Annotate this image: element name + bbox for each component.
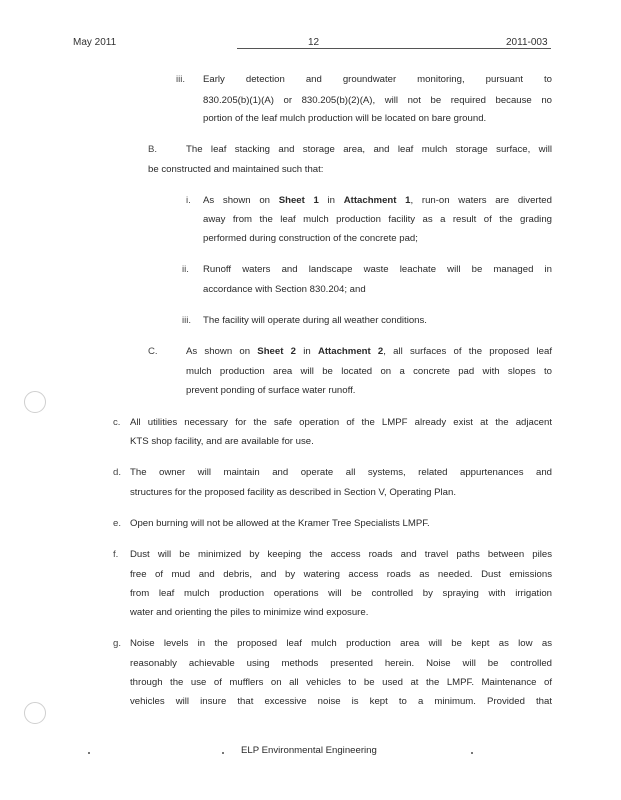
paragraph-line: structures for the proposed facility as described in Section V, Operating Plan. [130, 487, 457, 498]
paragraph-line: As shown on Sheet 1 in Attachment 1, run-on waters are diverted [203, 195, 552, 206]
paragraph-line: reasonably achievable using methods presented herein. Noise will be controlled [130, 658, 552, 669]
footer-mark [222, 752, 224, 754]
paragraph-line: portion of the leaf mulch production will be located on bare ground. [203, 113, 487, 124]
paragraph-line: 830.205(b)(1)(A) or 830.205(b)(2)(A), will not be required because no [203, 95, 552, 106]
item-label: iii. [182, 315, 192, 326]
paragraph-line: KTS shop facility, and are available for use. [130, 436, 314, 447]
paragraph-line: mulch production area will be located on a concrete pad with slopes to [186, 366, 552, 377]
paragraph-line: The facility will operate during all weather conditions. [203, 315, 427, 326]
item-label: c. [113, 417, 121, 428]
paragraph-line: The owner will maintain and operate all systems, related appurtenances and [130, 467, 552, 478]
footer-mark [471, 752, 473, 754]
paragraph-line: Dust will be minimized by keeping the access roads and travel paths between piles [130, 549, 552, 560]
paragraph-line: from leaf mulch production operations will be controlled by spraying with irrigation [130, 588, 552, 599]
item-label: d. [113, 467, 122, 478]
punch-hole [24, 702, 46, 724]
paragraph-line: performed during construction of the concrete pad; [203, 233, 418, 244]
paragraph-line: As shown on Sheet 2 in Attachment 2, all surfaces of the proposed leaf [186, 346, 552, 357]
footer-text: ELP Environmental Engineering [241, 745, 377, 756]
paragraph-line: water and orienting the piles to minimize wind exposure. [130, 607, 369, 618]
paragraph-line: Open burning will not be allowed at the Kramer Tree Specialists LMPF. [130, 518, 430, 529]
paragraph-line: Noise levels in the proposed leaf mulch production area will be kept as low as [130, 638, 552, 649]
paragraph-line: The leaf stacking and storage area, and leaf mulch storage surface, will [186, 144, 552, 155]
paragraph-line: All utilities necessary for the safe operation of the LMPF already exist at the adjacent [130, 417, 552, 428]
item-label: i. [186, 195, 191, 206]
item-label: ii. [182, 264, 189, 275]
paragraph-line: Runoff waters and landscape waste leachate will be managed in [203, 264, 552, 275]
header-page-number: 12 [308, 37, 320, 48]
item-label: B. [148, 144, 158, 155]
item-label: f. [113, 549, 119, 560]
punch-hole [24, 391, 46, 413]
item-label: C. [148, 346, 158, 357]
paragraph-line: accordance with Section 830.204; and [203, 284, 366, 295]
item-label: g. [113, 638, 122, 649]
paragraph-line: be constructed and maintained such that: [148, 164, 324, 175]
item-label: e. [113, 518, 122, 529]
paragraph-line: vehicles will insure that excessive noise is kept to a minimum. Provided that [130, 696, 552, 707]
footer-mark [88, 752, 90, 754]
paragraph-line: away from the leaf mulch production facility as a result of the grading [203, 214, 552, 225]
header-date: May 2011 [73, 37, 117, 48]
paragraph-line: through the use of mufflers on all vehicles to be used at the LMPF. Maintenance of [130, 677, 552, 688]
paragraph-line: Early detection and groundwater monitoring, pursuant to [203, 74, 552, 85]
paragraph-line: prevent ponding of surface water runoff. [186, 385, 356, 396]
header-rule [237, 48, 551, 49]
item-label: iii. [176, 74, 186, 85]
header-doc-number: 2011-003 [506, 37, 548, 48]
paragraph-line: free of mud and debris, and by watering access roads as needed. Dust emissions [130, 569, 552, 580]
